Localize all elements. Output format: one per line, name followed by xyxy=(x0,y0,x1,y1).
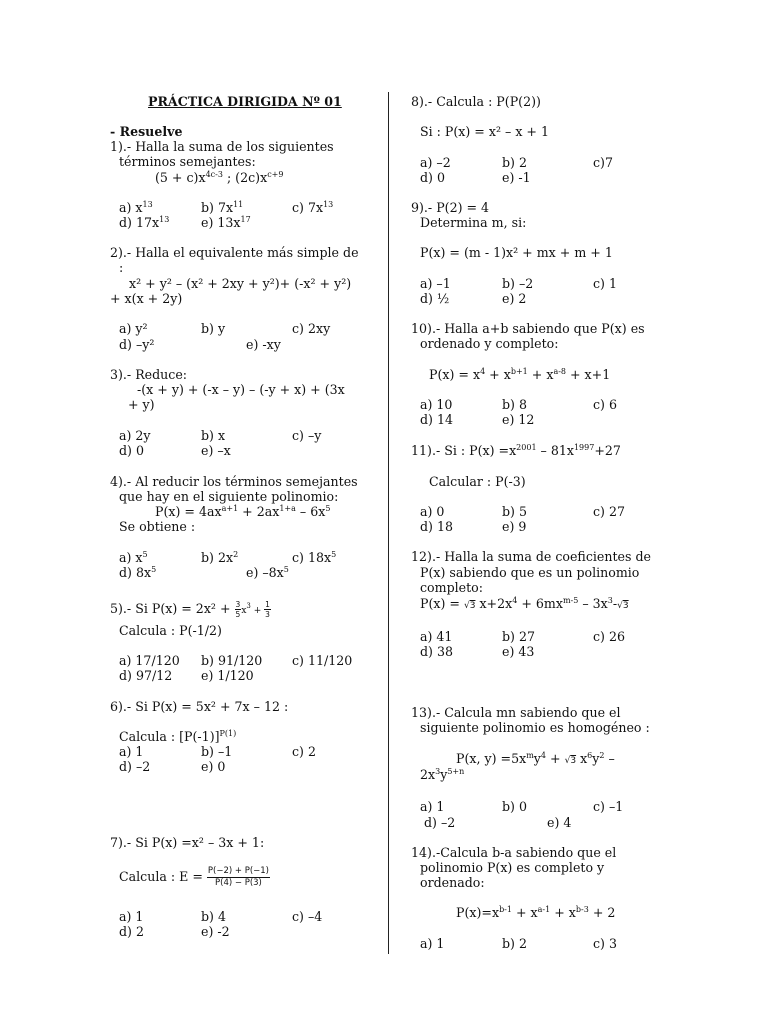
q13-expression: P(x, $y) =5x^my^4 + √3$ $x^6y^2$ – xyxy=(456,751,615,766)
answer-option: a) 1 xyxy=(420,799,445,814)
answer-option: c) 3 xyxy=(593,936,617,951)
sqrt-symbol: √3 xyxy=(564,756,577,766)
q1-stem: términos semejantes: xyxy=(119,154,256,169)
answer-option: b) $2x^2$ xyxy=(201,550,239,565)
q9-expression: P(x) = (m - 1)x² + mx + m + 1 xyxy=(420,245,613,260)
answer-option: a) 41 xyxy=(420,629,453,644)
q6-calc: Calcula : $[P(-1)]^{P(1)}$ xyxy=(119,729,237,744)
q14-stem: 14).-Calcula b-a sabiendo que el xyxy=(411,845,617,860)
answer-option: d) ½ xyxy=(420,291,450,306)
answer-option: b) 2 xyxy=(502,936,527,951)
q14-stem: polinomio P(x) es completo y xyxy=(420,860,605,875)
answer-option: d) 97/12 xyxy=(119,668,173,683)
answer-option: c) 11/120 xyxy=(292,653,353,668)
q7-stem: 7).- Si P(x) =x² – 3x + 1: xyxy=(110,835,265,850)
q14-expression: $P(x)=x^{b-1} + x^{a-1} + x^{b-3} + 2$ xyxy=(456,905,616,920)
answer-option: b) 8 xyxy=(502,397,527,412)
answer-option: b) 0 xyxy=(502,799,527,814)
q2-expression: + x(x + 2y) xyxy=(110,291,183,306)
answer-option: b) 4 xyxy=(201,909,226,924)
q10-stem: 10).- Halla a+b sabiendo que P(x) es xyxy=(411,321,645,336)
answer-option: c) –4 xyxy=(292,909,323,924)
fraction: $\frac{P(-2) + P(-1)}{P(4) - P(3)}$ xyxy=(207,866,269,888)
answer-option: e) $13x^{17}$ xyxy=(201,215,251,230)
q8-given: Si : P(x) = x² – x + 1 xyxy=(420,124,549,139)
q5-stem: 5).- Si P(x) = 2x² + $\frac{3}{5}$ $x^3$ + $\frac{1}{3}$ xyxy=(110,600,270,619)
answer-option: d) –2 xyxy=(424,815,456,830)
answer-option: e) 1/120 xyxy=(201,668,254,683)
q8-stem: 8).- Calcula : P(P(2)) xyxy=(411,94,541,109)
q4-expression: $P(x) = 4ax^{a+1} + 2ax^{1+a} - 6x^5$ xyxy=(155,504,331,519)
q12-stem: 12).- Halla la suma de coeficientes de xyxy=(411,549,651,564)
q1-expression: $(5 + c)x^{4c-3}$ ; $(2c)x^{c+9}$ xyxy=(155,170,284,185)
answer-option: e) -1 xyxy=(502,170,531,185)
column-divider xyxy=(388,92,389,954)
answer-option: e) 0 xyxy=(201,759,226,774)
answer-option: a) 2y xyxy=(119,428,151,443)
answer-option: d) $8x^5$ xyxy=(119,565,157,580)
answer-option: d) 14 xyxy=(420,412,454,427)
page-title: PRÁCTICA DIRIGIDA Nº 01 xyxy=(148,94,342,109)
q3-expression: + y) xyxy=(128,397,155,412)
q9-stem: Determina m, si: xyxy=(420,215,527,230)
answer-option: a) –2 xyxy=(420,155,451,170)
answer-option: a) $x^5$ xyxy=(119,550,148,565)
answer-option: a) $x^{13}$ xyxy=(119,200,153,215)
q12-stem: completo: xyxy=(420,580,484,595)
answer-option: e) -2 xyxy=(201,924,230,939)
answer-option: c) –1 xyxy=(593,799,624,814)
q4-stem: que hay en el siguiente polinomio: xyxy=(119,489,339,504)
q14-stem: ordenado: xyxy=(420,875,485,890)
q10-expression: $P(x) = x^4 + x^{b+1} + x^{a-8} + x+1$ xyxy=(429,367,611,382)
answer-option: b) 2 xyxy=(502,155,527,170)
q9-stem: 9).- P(2) = 4 xyxy=(411,200,490,215)
q3-stem: 3).- Reduce: xyxy=(110,367,188,382)
answer-option: b) –2 xyxy=(502,276,534,291)
q5-calc: Calcula : P(-1/2) xyxy=(119,623,222,638)
q12-stem: P(x) sabiendo que es un polinomio xyxy=(420,565,640,580)
fraction: $\frac{3}{5}$ xyxy=(235,600,241,619)
answer-option: e) $-8x^5$ xyxy=(246,565,289,580)
q10-stem: ordenado y completo: xyxy=(420,336,559,351)
answer-option: e) 4 xyxy=(547,815,572,830)
answer-option: c)7 xyxy=(593,155,613,170)
answer-option: b) x xyxy=(201,428,226,443)
q12-expression: P(x) = √3 $x+2x^4 + 6mx^{m-5} - 3x^3-√3$ xyxy=(420,596,629,611)
answer-option: a) y² xyxy=(119,321,148,336)
q6-stem: 6).- Si P(x) = 5x² + 7x – 12 : xyxy=(110,699,289,714)
answer-option: d) –2 xyxy=(119,759,151,774)
answer-option: b) 5 xyxy=(502,504,527,519)
answer-option: b) 27 xyxy=(502,629,536,644)
answer-option: e) -xy xyxy=(246,337,281,352)
q2-expression: x² + y² – (x² + 2xy + y²)+ (-x² + y²) xyxy=(129,276,352,291)
answer-option: a) 1 xyxy=(119,744,144,759)
q2-stem: 2).- Halla el equivalente más simple de xyxy=(110,245,359,260)
answer-option: c) –y xyxy=(292,428,322,443)
answer-option: d) –y² xyxy=(119,337,155,352)
q13-stem: siguiente polinomio es homogéneo : xyxy=(420,720,650,735)
fraction: $\frac{1}{3}$ xyxy=(265,600,270,619)
q13-stem: 13).- Calcula mn sabiendo que el xyxy=(411,705,621,720)
answer-option: e) 12 xyxy=(502,412,535,427)
answer-option: b) 91/120 xyxy=(201,653,263,668)
q7-calc: Calcula : E = $\frac{P(-2) + P(-1)}{P(4) - P(3)}$ xyxy=(119,866,269,888)
answer-option: d) $17x^{13}$ xyxy=(119,215,170,230)
answer-option: a) 0 xyxy=(420,504,445,519)
section-heading: - Resuelve xyxy=(110,124,183,139)
q3-expression: -(x + y) + (-x – y) – (-y + x) + (3x xyxy=(137,382,345,397)
answer-option: a) –1 xyxy=(420,276,451,291)
answer-option: e) 2 xyxy=(502,291,527,306)
answer-option: d) 0 xyxy=(119,443,144,458)
q2-stem: : xyxy=(119,260,124,275)
answer-option: a) 1 xyxy=(420,936,445,951)
answer-option: e) 43 xyxy=(502,644,535,659)
answer-option: c) 26 xyxy=(593,629,625,644)
answer-option: b) –1 xyxy=(201,744,233,759)
answer-option: d) 0 xyxy=(420,170,445,185)
answer-option: c) $18x^5$ xyxy=(292,550,337,565)
q13-expression: $2x^3y^{5+n}$ xyxy=(420,767,465,782)
answer-option: c) 6 xyxy=(593,397,617,412)
answer-option: c) 2 xyxy=(292,744,316,759)
q11-calc: Calcular : P(-3) xyxy=(429,474,526,489)
answer-option: a) 17/120 xyxy=(119,653,180,668)
answer-option: a) 10 xyxy=(420,397,453,412)
answer-option: d) 2 xyxy=(119,924,144,939)
answer-option: e) –x xyxy=(201,443,231,458)
answer-option: c) 27 xyxy=(593,504,625,519)
answer-option: b) y xyxy=(201,321,226,336)
sqrt-symbol: √3 xyxy=(463,601,476,611)
q1-stem: 1).- Halla la suma de los siguientes xyxy=(110,139,334,154)
answer-option: e) 9 xyxy=(502,519,527,534)
answer-option: d) 38 xyxy=(420,644,454,659)
q4-stem: 4).- Al reducir los términos semejantes xyxy=(110,474,358,489)
answer-option: b) $7x^{11}$ xyxy=(201,200,244,215)
q11-stem: 11).- Si : $P(x) =x^{2001} - 81x^{1997}+27$ xyxy=(411,443,621,458)
answer-option: c) 2xy xyxy=(292,321,331,336)
answer-option: a) 1 xyxy=(119,909,144,924)
answer-option: d) 18 xyxy=(420,519,454,534)
sqrt-symbol: √3 xyxy=(617,601,629,611)
answer-option: c) $7x^{13}$ xyxy=(292,200,334,215)
q4-stem: Se obtiene : xyxy=(119,519,196,534)
answer-option: c) 1 xyxy=(593,276,617,291)
